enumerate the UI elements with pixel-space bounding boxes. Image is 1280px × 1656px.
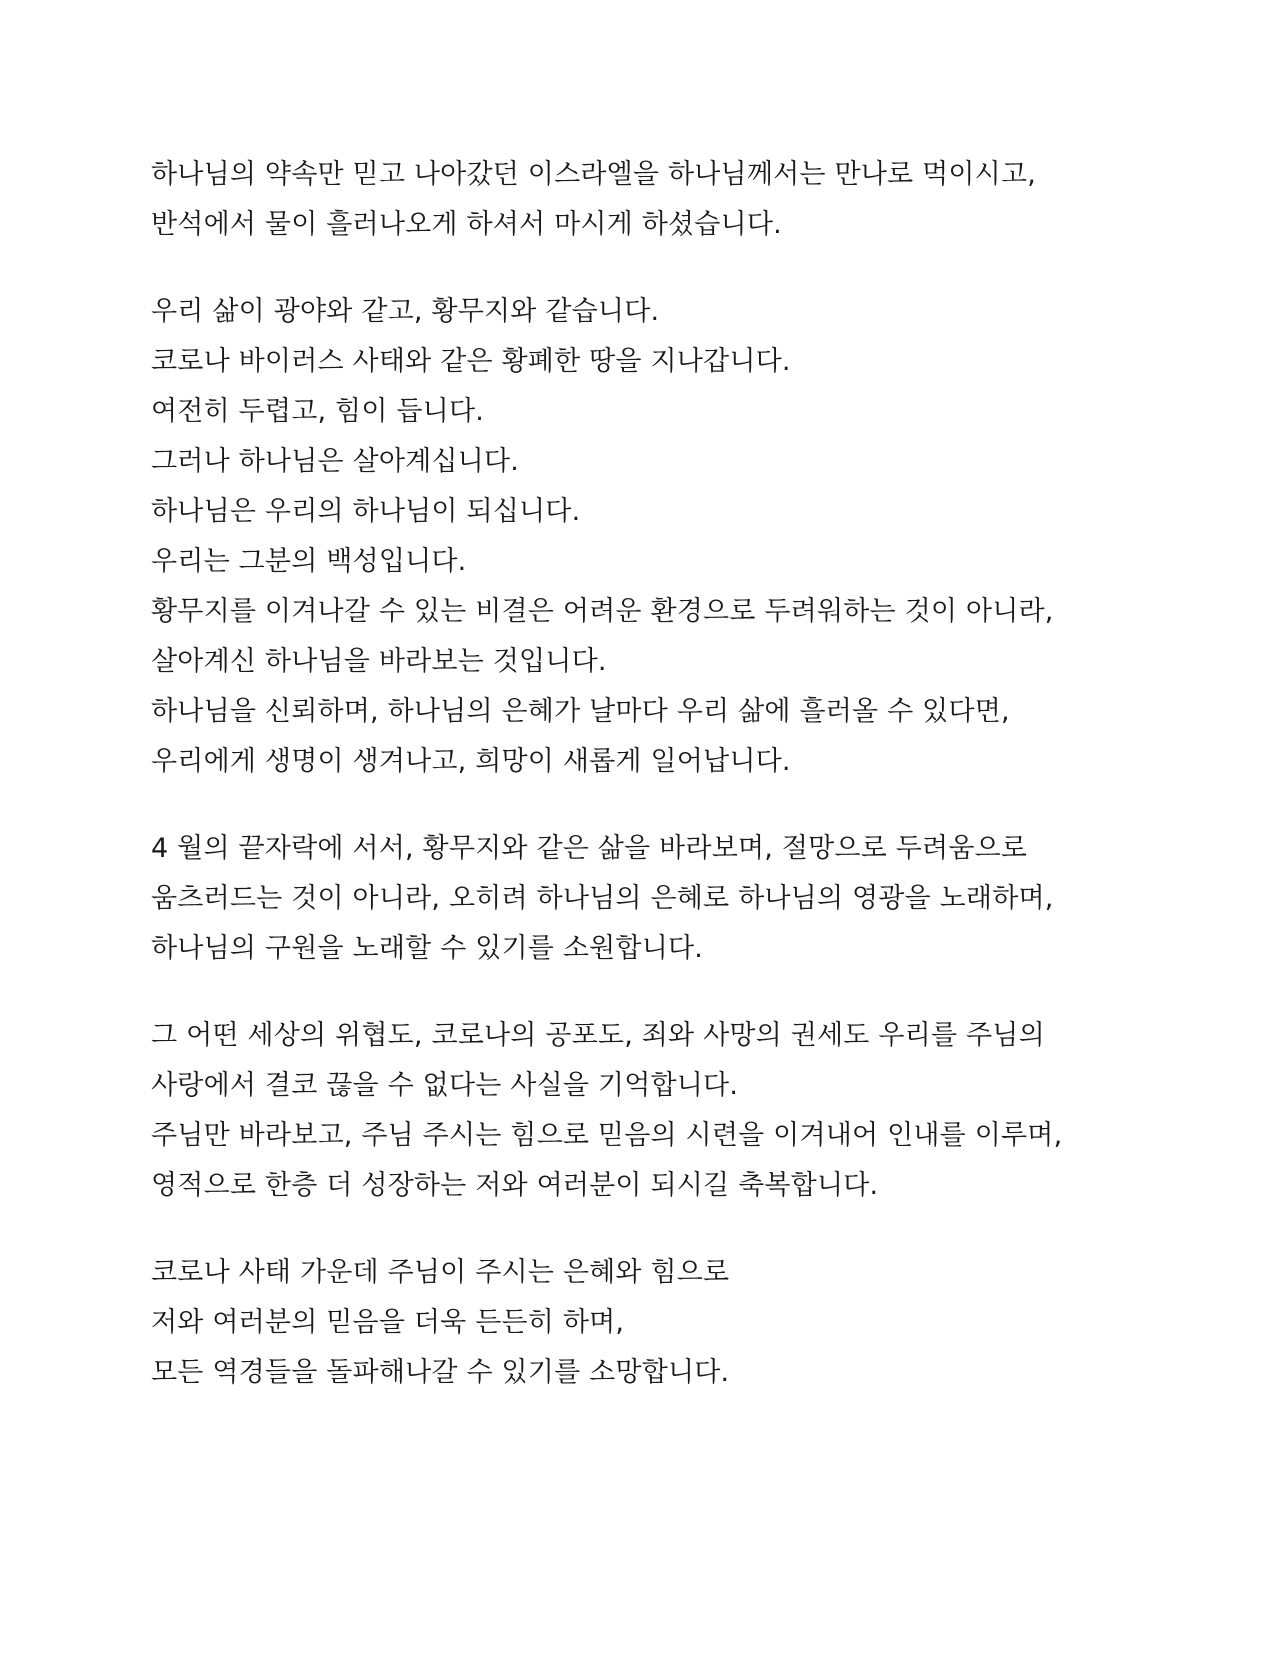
paragraph: [151, 824, 1161, 974]
text-line: 그 어떤 세상의 위협도, 코로나의 공포도, 죄와 사망의 권세도 우리를 주님의: [151, 1020, 1045, 1051]
text-line: 하나님의 약속만 믿고 나아갔던 이스라엘을 하나님께서는 만나로 먹이시고,: [151, 159, 1037, 190]
paragraph: [151, 1011, 1161, 1211]
paragraph: [151, 150, 1161, 250]
text-line: 코로나 사태 가운데 주님이 주시는 은혜와 힘으로: [151, 1257, 730, 1288]
text-line: 황무지를 이겨나갈 수 있는 비결은 어려운 환경으로 두려워하는 것이 아니라,: [151, 596, 1054, 627]
text-line: 살아계신 하나님을 바라보는 것입니다.: [151, 646, 607, 677]
text-line: 주님만 바라보고, 주님 주시는 힘으로 믿음의 시련을 이겨내어 인내를 이루며,: [151, 1120, 1063, 1151]
text-line: 우리에게 생명이 생겨나고, 희망이 새롭게 일어납니다.: [151, 746, 791, 777]
text-line: 그러나 하나님은 살아계십니다.: [151, 446, 520, 477]
paragraph: [151, 1248, 1161, 1398]
text-line: 반석에서 물이 흘러나오게 하셔서 마시게 하셨습니다.: [151, 209, 782, 240]
text-line: 코로나 바이러스 사태와 같은 황폐한 땅을 지나갑니다.: [151, 346, 791, 377]
text-line: 하나님의 구원을 노래할 수 있기를 소원합니다.: [151, 933, 704, 964]
paragraph: [151, 287, 1161, 787]
text-line: 4 월의 끝자락에 서서, 황무지와 같은 삶을 바라보며, 절망으로 두려움으로: [151, 833, 1028, 864]
document-body: [151, 150, 1161, 1398]
text-line: 여전히 두렵고, 힘이 듭니다.: [151, 396, 485, 427]
text-line: 우리는 그분의 백성입니다.: [151, 546, 467, 577]
text-line: 영적으로 한층 더 성장하는 저와 여러분이 되시길 축복합니다.: [151, 1170, 879, 1201]
text-line: 모든 역경들을 돌파해나갈 수 있기를 소망합니다.: [151, 1357, 730, 1388]
text-line: 하나님을 신뢰하며, 하나님의 은혜가 날마다 우리 삶에 흘러올 수 있다면,: [151, 696, 1010, 727]
text-line: 사랑에서 결코 끊을 수 없다는 사실을 기억합니다.: [151, 1070, 739, 1101]
text-line: 하나님은 우리의 하나님이 되십니다.: [151, 496, 581, 527]
text-line: 우리 삶이 광야와 같고, 황무지와 같습니다.: [151, 296, 660, 327]
text-line: 움츠러드는 것이 아니라, 오히려 하나님의 은혜로 하나님의 영광을 노래하며,: [151, 883, 1054, 914]
text-line: 저와 여러분의 믿음을 더욱 든든히 하며,: [151, 1307, 625, 1338]
